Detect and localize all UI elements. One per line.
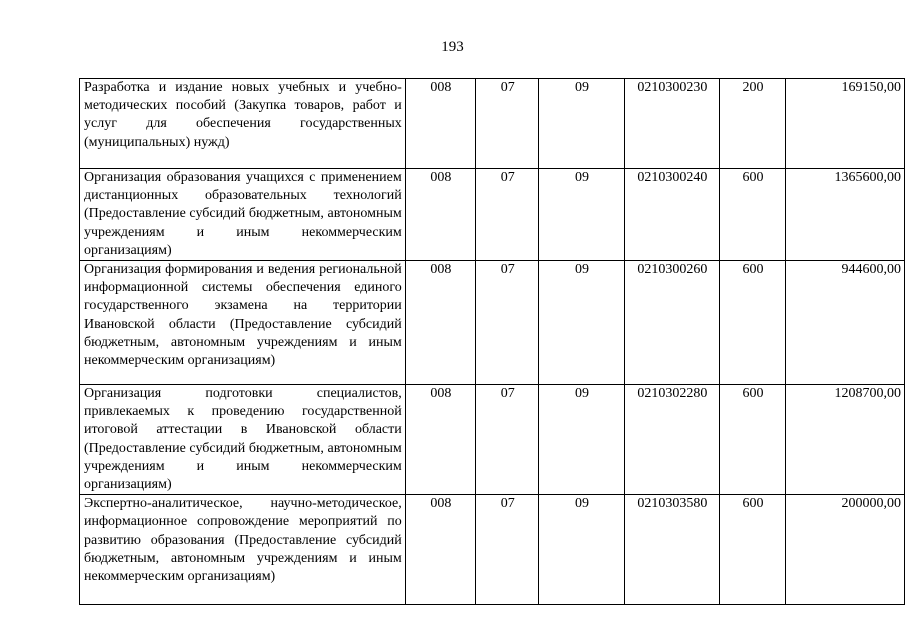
amount-value: 200000,00 <box>785 495 904 605</box>
subsection-code: 09 <box>539 495 624 605</box>
section-code: 07 <box>476 79 539 169</box>
table-row <box>80 261 905 385</box>
section-code: 07 <box>476 385 539 495</box>
amount-value: 944600,00 <box>785 261 904 385</box>
amount-value: 1365600,00 <box>785 169 904 261</box>
page-number: 193 <box>441 39 464 55</box>
section-code: 07 <box>476 169 539 261</box>
table-row <box>80 79 905 169</box>
ministry-code: 008 <box>405 385 475 495</box>
target-article-code: 0210300230 <box>624 79 720 169</box>
ministry-code: 008 <box>405 495 475 605</box>
expense-type-code: 600 <box>720 495 785 605</box>
ministry-code: 008 <box>405 169 475 261</box>
target-article-code: 0210300260 <box>624 261 720 385</box>
target-article-code: 0210302280 <box>624 385 720 495</box>
subsection-code: 09 <box>539 385 624 495</box>
row-description: Организация подготовки специалистов, привлекаемых к проведению государственной итоговой аттестации в Ивановской области (Предоставление субсидий бюджетным, автономным учреждениям и иным некоммерческим организациям) <box>80 385 406 495</box>
table-row <box>80 495 905 605</box>
subsection-code: 09 <box>539 261 624 385</box>
amount-value: 169150,00 <box>785 79 904 169</box>
section-code: 07 <box>476 261 539 385</box>
amount-value: 1208700,00 <box>785 385 904 495</box>
expense-type-code: 600 <box>720 385 785 495</box>
ministry-code: 008 <box>405 261 475 385</box>
target-article-code: 0210303580 <box>624 495 720 605</box>
ministry-code: 008 <box>405 79 475 169</box>
subsection-code: 09 <box>539 169 624 261</box>
row-description: Организация образования учащихся с применением дистанционных образовательных технологий (Предоставление субсидий бюджетным, автономным учреждениям и иным некоммерческим организациям) <box>80 169 406 261</box>
subsection-code: 09 <box>539 79 624 169</box>
row-description: Экспертно-аналитическое, научно-методическое, информационное сопровождение мероприятий по развитию образования (Предоставление субсидий бюджетным, автономным учреждениям и иным некоммерческим организациям) <box>80 495 406 605</box>
expense-type-code: 600 <box>720 169 785 261</box>
row-description: Разработка и издание новых учебных и учебно-методических пособий (Закупка товаров, работ и услуг для обеспечения государственных (муниципальных) нужд) <box>80 79 406 169</box>
section-code: 07 <box>476 495 539 605</box>
expense-type-code: 200 <box>720 79 785 169</box>
expense-type-code: 600 <box>720 261 785 385</box>
row-description: Организация формирования и ведения региональной информационной системы обеспечения единого государственного экзамена на территории Ивановской области (Предоставление субсидий бюджетным, автономным учреждениям и иным некоммерческим организациям) <box>80 261 406 385</box>
table-row <box>80 169 905 261</box>
target-article-code: 0210300240 <box>624 169 720 261</box>
table-row <box>80 385 905 495</box>
budget-table <box>79 78 905 605</box>
